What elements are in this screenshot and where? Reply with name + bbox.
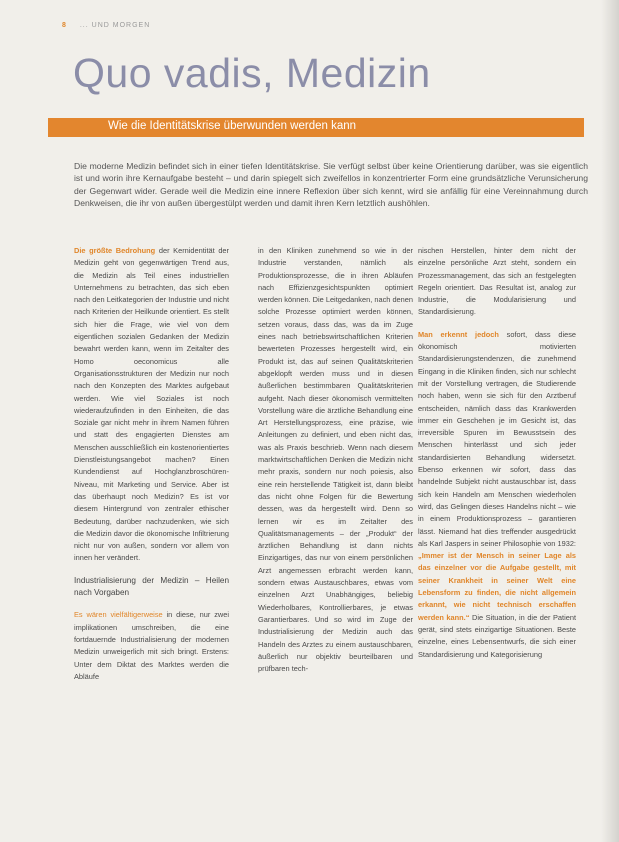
jaspers-quote: „Immer ist der Mensch in seiner Lage als das einzelner vor die Aufgabe gestellt, mit seiner Krankheit in seiner Welt eine Lebensform zu finden, die nicht allgemein erkannt, wie nicht technisch erschaffen werden kann.“ (418, 551, 576, 622)
column-2 (258, 245, 413, 685)
paragraph-text: nischen Herstellen, hinter dem nicht der einzelne persönliche Arzt steht, sondern ein Prozessmanagement, das sich an festgelegten Regeln orientiert. Das Resultat ist, analog zur Industrie, die Modularisierung und Standardisierung. (418, 246, 576, 317)
paragraph (74, 609, 229, 683)
paragraph-text: der Kernidentität der Medizin geht von gegenwärtigen Trend aus, die Medizin als Teil eines industriellen Unternehmens zu betrachten, das sich eben nach den Leitkategorien der Industrie und nicht nach Kriterien der Heilkunde orientiert. Es stellt sich hier die Frage, wie viel von dem eigentlichen sozialen Gedanken der Medizin bewahrt werden kann, wenn im Zeitalter des Homo oeconomicus alle Organisationsstrukturen der Medizin nur noch nach den Konzepten des Marktes aufgebaut werden. Wie viel Soziales ist noch wiederaufzufinden in den Einheiten, die das Soziale gar nicht mehr in ihrem Namen führen und statt des engagierten Dienstes am Menschen ausschließlich ein kostenorientiertes Dienstleistungsangebot machen? Einen Kundendienst auf Hochglanzbroschüren-Niveau, mit Marketing und Service. Aber ist das überhaupt noch Medizin? Es ist vor diesem Hintergrund von zentraler ethischer Bedeutung, darüber nachzudenken, wie sich die Medizin davor die ökonomische Infiltrierung nicht nur von außen, sondern vor allem von innen her verändert. (74, 246, 229, 563)
paragraph-text: in diese, nur zwei implikationen umschreiben, die eine fortdauernde Industrialisierung der modernen Medizin unweigerlich mit sich bringt. Erstens: Unter dem Diktat des Marktes werden die Abläufe (74, 610, 230, 681)
subtitle: Wie die Identitätskrise überwunden werden kann (108, 120, 357, 132)
intro-paragraph: Die moderne Medizin befindet sich in einer tiefen Identitätskrise. Sie verfügt selbst über keine Orientierung darüber, was sie eigentlich ist und worin ihre Kernaufgabe besteht – und darin spiegelt sich zweifellos in konzentrierter Form eine grundsätzliche Verunsicherung der Gegenwart wider. Gerade weil die Medizin eine innere Reflexion über sich kennt, wird sie anfällig für eine Vereinnahmung durch Denkweisen, die ihr von außen übergestülpt werden und damit ihren Kern letztlich aushöhlen. (74, 161, 588, 209)
page-number: 8 (62, 22, 67, 29)
paragraph-text: sofort, dass diese ökonomisch motivierten Standardisierungstendenzen, die zunehmend Eingang in die Kliniken finden, sich nur schlecht mit der Vorstellung vertragen, die Studierende noch haben, wenn sie sich für den Arztberuf entscheiden, nämlich dass das Krankwerden immer ein Geschehen je im Gesicht ist, das irreversible Spuren im Bewusstsein des Menschen hinterlässt und sich jeder standardisierten Behandlung widersetzt. Ebenso erkennen wir sofort, dass das handelnde Subjekt nicht austauschbar ist, dass sich kein Handeln am Menschen wiederholen wird, das Gelingen dieses Handelns nicht – wie in einem Produktionsprozess – garantieren lässt. Niemand hat dies treffender ausgedrückt als Karl Jaspers in seiner Philosophie von 1932: (418, 329, 577, 548)
running-header (62, 22, 150, 29)
subtitle-bar (48, 118, 584, 137)
paragraph-text: Die Situation, in die der Patient gerät, sind stets einzigartige Situationen. Beste einzelne, eines Lebensentwurfs, die sich einer Standardisierung und Kategorisierung (418, 612, 576, 659)
section-label: ... UND MORGEN (79, 22, 151, 29)
column-3 (418, 245, 576, 671)
paragraph (418, 329, 576, 661)
page-title: Quo vadis, Medizin (73, 50, 431, 96)
lead-in: Es wären vielfältigerweise (74, 610, 163, 620)
column-1 (74, 245, 229, 693)
section-subhead: Industrialisierung der Medizin – Heilen nach Vorgaben (74, 575, 229, 598)
lead-in: Die größte Bedrohung (74, 246, 156, 255)
paragraph (74, 245, 229, 565)
paragraph-text: in den Kliniken zunehmend so wie in der Industrie verstanden, nämlich als Produktionsprozesse, die in ihren Abläufen nach Effizienzgesichtspunkten optimiert werden können. Die Leitgedanken, nach denen solche Prozesse optimiert werden können, setzen voraus, dass das, was da im Zuge eines nach betriebswirtschaftlichen Kriterien bewerteten Prozesses hergestellt wird, ein Produkt ist, das auf seinen Qualitätskriterien abgeklopft werden muss und in diesen äußerlichen bestimmbaren Qualitätskriterien aufgeht. Nach dieser ökonomisch vermittelten Vorstellung wäre die ärztliche Behandlung eine Art Herstellungsprozess, eine präzise, wie Anleitungen zu definiert, und eben nicht das, was als Praxis beschrieb. Wenn nach diesem marktwirtschaftlichen Denken die Medizin nicht mehr praxis, sondern nur noch poiesis, also eine rein herstellende Tätigkeit ist, dann bleibt das nicht ohne Folgen für die Bewertung dessen, was da hergestellt wird. Denn so lernen wir es im Zeitalter des Qualitätsmanagements – der „Produkt“ der ärztlichen Behandlung ist dann nichts Einzigartiges, das nur von einem persönlichen Arzt angemessen erbracht werden kann, sondern etwas Austauschbares, etwas vom einzelnen Arzt Unabhängiges, beliebig Wiederholbares, Kontrollierbares, je etwas Garantierbares. Und so wird im Zuge der Industrialisierung der Medizin auch das Handeln des Arztes zu einem austauschbaren, äußerlich nur objektiv beurteilbaren und prüfbaren tech- (258, 246, 413, 674)
page-fold-shadow (601, 0, 619, 842)
lead-in: Man erkennt jedoch (418, 329, 499, 339)
